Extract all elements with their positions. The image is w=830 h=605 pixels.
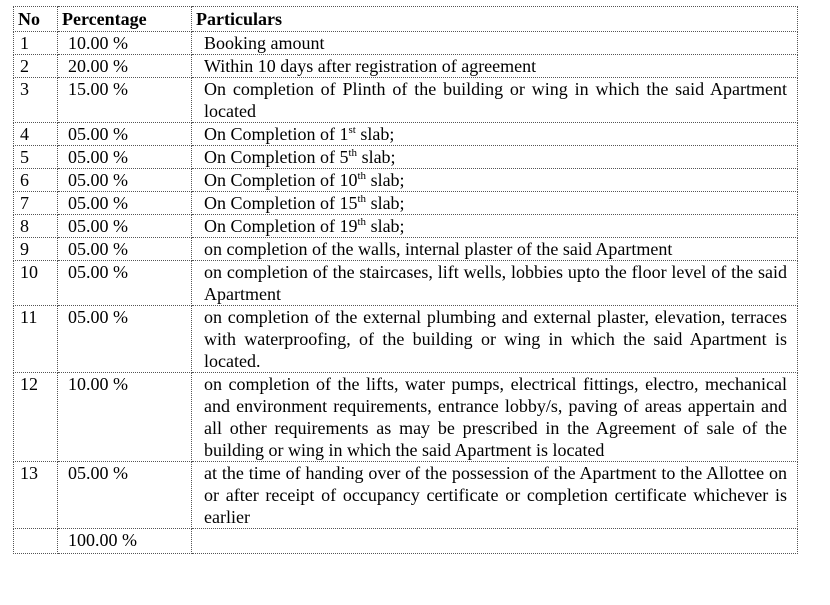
ordinal-suffix: th xyxy=(357,216,367,228)
total-no xyxy=(14,529,58,554)
row-percentage: 05.00 % xyxy=(58,192,192,215)
row-percentage: 05.00 % xyxy=(58,123,192,146)
particulars-text: On Completion of 15 xyxy=(204,193,358,213)
header-percentage: Percentage xyxy=(58,7,192,32)
row-percentage: 10.00 % xyxy=(58,32,192,55)
row-no: 7 xyxy=(14,192,58,215)
table-row xyxy=(14,261,798,306)
header-particulars: Particulars xyxy=(192,7,798,32)
table-row xyxy=(14,146,798,169)
row-no: 1 xyxy=(14,32,58,55)
table-row xyxy=(14,462,798,529)
table-row xyxy=(14,373,798,462)
row-particulars xyxy=(192,146,798,169)
particulars-text: On Completion of 10 xyxy=(204,170,358,190)
header-no: No xyxy=(14,7,58,32)
table-row xyxy=(14,192,798,215)
row-percentage: 05.00 % xyxy=(58,238,192,261)
row-no: 4 xyxy=(14,123,58,146)
table-row xyxy=(14,169,798,192)
row-no: 12 xyxy=(14,373,58,462)
row-particulars: at the time of handing over of the possession of the Apartment to the Allottee on or after receipt of occupancy certificate or completion certificate whichever is earlier xyxy=(192,462,798,529)
row-no: 11 xyxy=(14,306,58,373)
payment-schedule-table xyxy=(13,6,798,554)
row-particulars: Booking amount xyxy=(192,32,798,55)
ordinal-suffix: th xyxy=(357,193,367,205)
row-percentage: 05.00 % xyxy=(58,169,192,192)
ordinal-suffix: st xyxy=(348,124,356,136)
ordinal-suffix: th xyxy=(357,170,367,182)
particulars-text-end: slab; xyxy=(366,216,405,236)
row-no: 8 xyxy=(14,215,58,238)
particulars-text: On Completion of 19 xyxy=(204,216,358,236)
row-particulars: On completion of Plinth of the building or wing in which the said Apartment located xyxy=(192,78,798,123)
row-percentage: 05.00 % xyxy=(58,261,192,306)
ordinal-suffix: th xyxy=(348,147,358,159)
row-particulars: on completion of the staircases, lift wells, lobbies upto the floor level of the said Apartment xyxy=(192,261,798,306)
table-row xyxy=(14,78,798,123)
row-no: 3 xyxy=(14,78,58,123)
total-particulars xyxy=(192,529,798,554)
row-particulars: on completion of the lifts, water pumps, electrical fittings, electro, mechanical and environment requirements, entrance lobby/s, paving of areas appertain and all other requirements as may be prescribed in the Agreement of sale of the building or wing in which the said Apartment is located xyxy=(192,373,798,462)
table-row xyxy=(14,238,798,261)
row-percentage: 20.00 % xyxy=(58,55,192,78)
table-row xyxy=(14,123,798,146)
row-no: 5 xyxy=(14,146,58,169)
particulars-text-end: slab; xyxy=(355,124,395,144)
row-no: 2 xyxy=(14,55,58,78)
row-particulars xyxy=(192,215,798,238)
row-no: 13 xyxy=(14,462,58,529)
row-particulars xyxy=(192,123,798,146)
particulars-text-end: slab; xyxy=(366,193,405,213)
table-row xyxy=(14,306,798,373)
row-percentage: 05.00 % xyxy=(58,462,192,529)
table-row xyxy=(14,32,798,55)
row-particulars xyxy=(192,192,798,215)
row-percentage: 05.00 % xyxy=(58,306,192,373)
row-particulars: Within 10 days after registration of agreement xyxy=(192,55,798,78)
total-row xyxy=(14,529,798,554)
particulars-text-end: slab; xyxy=(366,170,405,190)
header-row xyxy=(14,7,798,32)
table-row xyxy=(14,55,798,78)
row-no: 10 xyxy=(14,261,58,306)
row-percentage: 05.00 % xyxy=(58,215,192,238)
row-no: 6 xyxy=(14,169,58,192)
row-particulars: on completion of the external plumbing and external plaster, elevation, terraces with waterproofing, of the building or wing in which the said Apartment is located. xyxy=(192,306,798,373)
row-percentage: 10.00 % xyxy=(58,373,192,462)
row-particulars: on completion of the walls, internal plaster of the said Apartment xyxy=(192,238,798,261)
particulars-text: On Completion of 1 xyxy=(204,124,349,144)
total-percentage: 100.00 % xyxy=(58,529,192,554)
particulars-text-end: slab; xyxy=(357,147,396,167)
row-particulars xyxy=(192,169,798,192)
row-no: 9 xyxy=(14,238,58,261)
row-percentage: 15.00 % xyxy=(58,78,192,123)
table-row xyxy=(14,215,798,238)
particulars-text: On Completion of 5 xyxy=(204,147,349,167)
row-percentage: 05.00 % xyxy=(58,146,192,169)
